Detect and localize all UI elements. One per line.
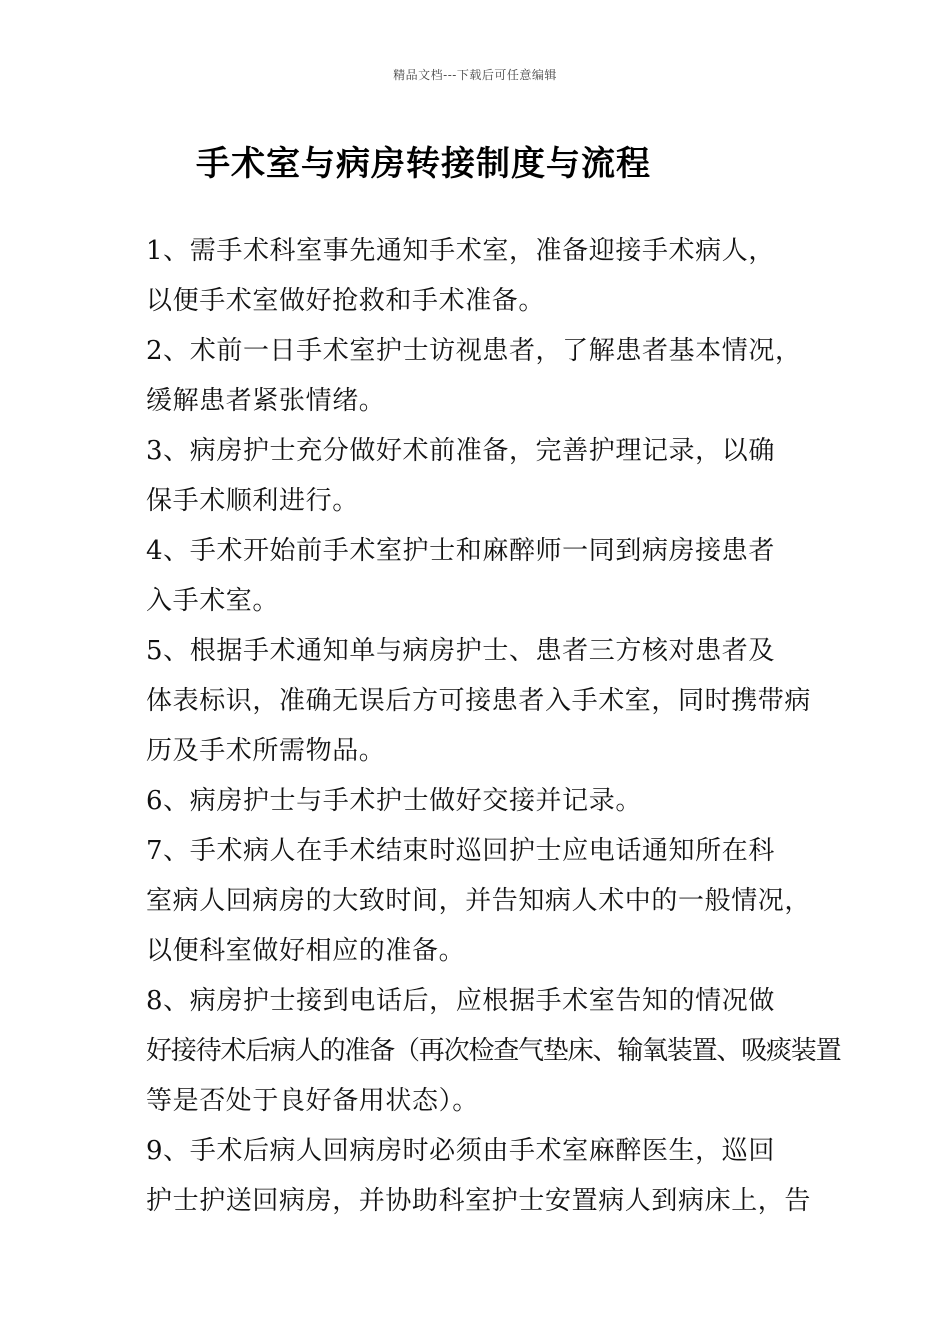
body-line: 等是否处于良好备用状态）。 [146, 1086, 479, 1116]
body-line: 7、手术病人在手术结束时巡回护士应电话通知所在科 [146, 836, 775, 866]
body-line: 1、需手术科室事先通知手术室，准备迎接手术病人， [146, 236, 775, 266]
body-line: 室病人回病房的大致时间，并告知病人术中的一般情况， [146, 886, 812, 916]
body-line: 以便手术室做好抢救和手术准备。 [146, 286, 546, 316]
body-line: 6、病房护士与手术护士做好交接并记录。 [146, 786, 642, 816]
body-line: 缓解患者紧张情绪。 [146, 386, 386, 416]
body-line: 2、术前一日手术室护士访视患者，了解患者基本情况， [146, 336, 802, 366]
body-line: 历及手术所需物品。 [146, 736, 386, 766]
body-line: 3、病房护士充分做好术前准备，完善护理记录，以确 [146, 436, 775, 466]
body-line: 4、手术开始前手术室护士和麻醉师一同到病房接患者 [146, 536, 775, 566]
body-line: 以便科室做好相应的准备。 [146, 936, 466, 966]
body-line: 体表标识，准确无误后方可接患者入手术室，同时携带病 [146, 686, 812, 716]
body-line: 护士护送回病房，并协助科室护士安置病人到病床上，告 [146, 1186, 812, 1216]
body-line: 好接待术后病人的准备（再次检查气垫床、输氧装置、吸痰装置 [146, 1036, 841, 1066]
body-line: 9、手术后病人回病房时必须由手术室麻醉医生，巡回 [146, 1136, 775, 1166]
body-line: 入手术室。 [146, 586, 280, 616]
document-body [146, 226, 841, 1226]
body-line: 8、病房护士接到电话后，应根据手术室告知的情况做 [146, 986, 775, 1016]
body-line: 保手术顺利进行。 [146, 486, 359, 516]
header-note: 精品文档---下载后可任意编辑 [393, 68, 557, 82]
document-title: 手术室与病房转接制度与流程 [196, 144, 651, 184]
body-line: 5、根据手术通知单与病房护士、患者三方核对患者及 [146, 636, 775, 666]
